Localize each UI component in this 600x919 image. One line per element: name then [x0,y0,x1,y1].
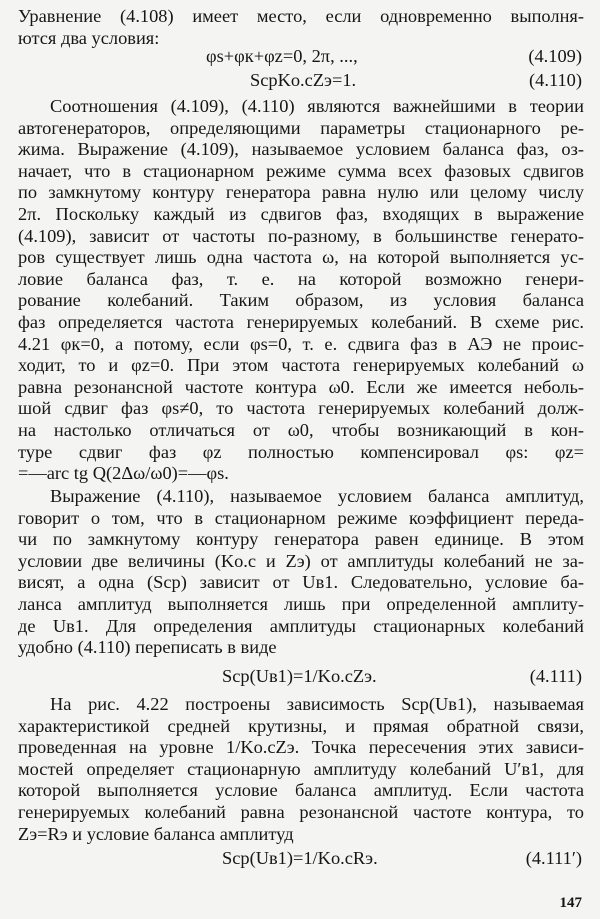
text-line: 2π. Поскольку каждый из сдвигов фаз, входящих в выражение [18,203,584,224]
text-line: шой сдвиг фаз φs≠0, то частота генерируемых колебаний долж- [18,398,584,419]
page-number: 147 [559,895,582,911]
text-line: ланса амплитуд выполняется лишь при определенной амплиту- [18,593,584,614]
paragraph-intro [18,6,584,49]
text-line: условии две величины (Kо.с и Zэ) от амплитуды колебаний не за- [18,550,584,571]
text-line: говорит о том, что в стационарном режиме коэффициент переда- [18,507,584,528]
text-line: жима. Выражение (4.109), называемое условием баланса фаз, оз- [18,139,584,160]
text-line: которой выполняется условие баланса амплитуд. Если частота [18,780,584,801]
equation-4-110 [0,70,600,94]
equation-number: (4.109) [528,46,582,66]
paragraph-amplitude-balance [18,486,584,659]
equation-4-109 [0,46,600,70]
text-line: проведенная на уровне 1/Kо.сZэ. Точка пересечения этих зависи- [18,737,584,758]
text-line: генерируемых колебаний равна резонансной частоте контура, то [18,801,584,822]
equation-expression: Sср(Uв1)=1/Kо.сZэ. [222,666,377,686]
text-line: мостей определяет стационарную амплитуду колебаний U′в1, для [18,758,584,779]
text-line: =—arc tg Q(2Δω/ω0)=—φs. [18,463,229,484]
equation-expression: Sср(Uв1)=1/Kо.сRэ. [222,848,378,868]
text-line: чи по замкнутому контуру генератора равен единице. В этом [18,529,584,550]
equation-number: (4.111′) [525,848,582,868]
equation-number: (4.111) [529,666,582,686]
text-line: де Uв1. Для определения амплитуды стационарных колебаний [18,615,584,636]
text-line: ров существует лишь одна частота ω, на которой выполняется ус- [18,247,584,268]
text-line: равна резонансной частоте контура ω0. Если же имеется неболь- [18,376,584,397]
text-line: На рис. 4.22 построены зависимость Sср(Uв1), называемая [50,694,584,714]
text-line: туре сдвиг фаз φz полностью компенсировал φs: φz= [18,441,584,462]
text-line: Уравнение (4.108) имеет место, если одновременно выполня- [18,6,584,26]
text-line: характеристикой средней крутизны, и прямая обратной связи, [18,715,584,736]
text-line: (4.109), зависит от частоты по-разному, в большинстве генерато- [18,225,584,246]
text-line: ловие баланса фаз, т. е. на которой возможно генери- [18,268,584,289]
text-line: на настолько отличаться от ω0, чтобы возникающий в кон- [18,419,584,440]
text-line: по замкнутому контуру генератора равна нулю или целому числу [18,182,584,203]
text-line: ются два условия: [18,27,160,48]
equation-expression: SсрKо.сZэ=1. [250,70,357,90]
text-line: удобно (4.110) переписать в виде [18,637,277,658]
paragraph-average-slope [18,694,584,845]
paragraph-phase-balance [18,96,584,485]
text-line: висят, а одна (Sср) зависит от Uв1. Следовательно, условие ба- [18,572,584,593]
equation-4-111 [0,666,600,690]
text-line: начает, что в стационарном режиме сумма всех фазовых сдвигов [18,160,584,181]
text-line: Выражение (4.110), называемое условием баланса амплитуд, [50,486,584,506]
text-line: 4.21 φк=0, а потому, если φs=0, т. е. сдвига фаз в АЭ не проис- [18,333,584,354]
equation-number: (4.110) [529,70,582,90]
equation-expression: φs+φк+φz=0, 2π, ..., [206,46,358,66]
text-line: автогенераторов, определяющими параметры стационарного ре- [18,117,584,138]
text-line: рование колебаний. Таким образом, из условия баланса [18,290,584,311]
text-line: Zэ=Rэ и условие баланса амплитуд [18,823,294,844]
text-line: ходит, то и φz=0. При этом частота генерируемых колебаний ω [18,355,584,376]
equation-4-111-prime [0,848,600,872]
text-line: Соотношения (4.109), (4.110) являются важнейшими в теории [50,96,584,116]
text-line: фаз определяется частота генерируемых колебаний. В схеме рис. [18,311,584,332]
